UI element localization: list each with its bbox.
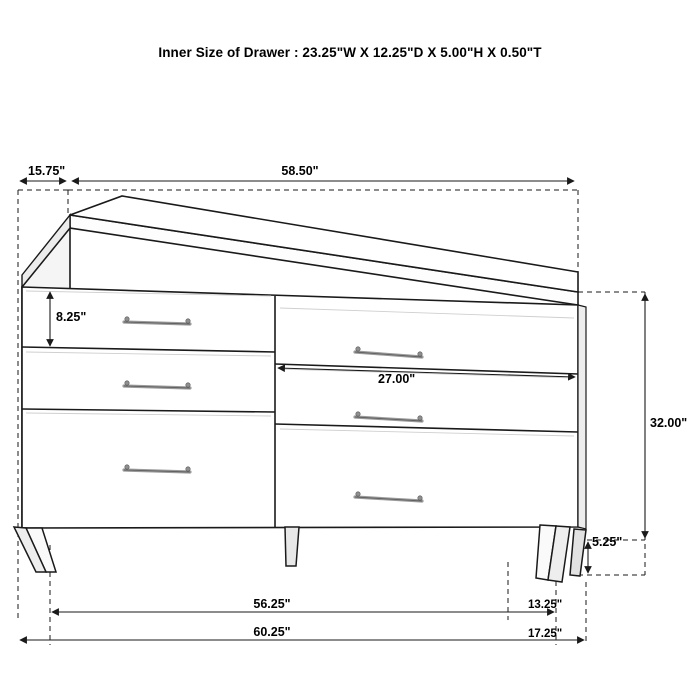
case-front [22, 287, 578, 528]
right-side-return [578, 305, 586, 529]
label-overall-width: 60.25" [253, 625, 291, 639]
label-base-width: 56.25" [253, 597, 291, 611]
legs [14, 525, 586, 582]
page-title: Inner Size of Drawer : 23.25"W X 12.25"D X 5.00"H X 0.50"T [158, 45, 542, 60]
top-surface [70, 196, 578, 292]
label-drawer-height: 8.25" [56, 310, 87, 324]
label-overall-depth: 17.25" [528, 628, 563, 640]
label-top-width: 58.50" [281, 164, 319, 178]
label-overall-height: 32.00" [650, 416, 688, 430]
label-drawer-width: 27.00" [378, 372, 416, 386]
dresser-illustration [14, 196, 586, 582]
leg-rear-right [570, 529, 586, 576]
label-top-depth: 15.75" [28, 164, 66, 178]
leg-rear-center [285, 527, 299, 566]
label-leg-height: 5.25" [592, 535, 623, 549]
label-base-depth: 13.25" [528, 599, 563, 611]
